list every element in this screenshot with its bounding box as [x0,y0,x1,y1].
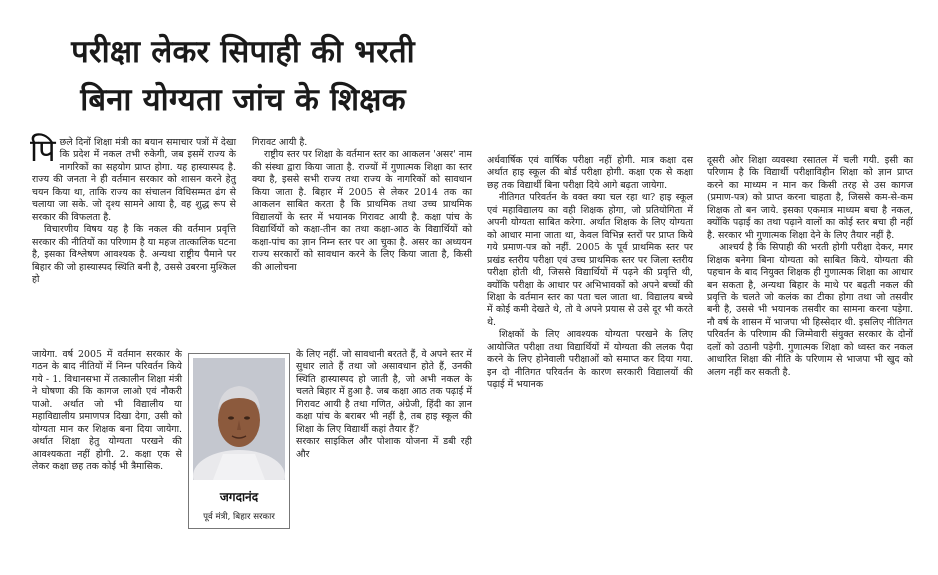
author-name: जगदानंद [219,490,259,504]
author-photo-box [188,353,290,529]
paragraph: जायेगा. वर्ष 2005 में वर्तमान सरकार के गठन के बाद नीतियों में निम्न परिवर्तन किये गये - 1. विधानसभा में तत्कालीन शिक्षा मंत्री ने घोषणा की कि कागज लाओ एवं नौकरी पाओ. अर्थात जो भी विद्यालीय या महाविद्यालीय प्रमाणपत्र दिखा देगा, उसी को योग्यता मान कर शिक्षक बना दिया जायेगा. अर्थात शिक्षा हेतु योग्यता परखने की आवश्यकता नहीं होगी. 2. कक्षा एक से लेकर कक्षा छह तक कोई भी त्रैमासिक. [32,349,182,473]
paragraph: नीतिगत परिवर्तन के वक्त क्या चल रहा था? हाइ स्कूल एवं महाविद्यालय का वही शिक्षक होगा, जो प्रतियोगिता में अपनी योग्यता साबित करेगा. अर्थात शिक्षक के लिए योग्यता को आधार माना जाता था, केवल विभिन्न स्तरों पर प्राप्त किये गये प्रमाण-पत्र को नहीं. 2005 के पूर्व प्राथमिक स्तर पर प्रखंड स्तरीय परीक्षा एवं उच्च प्राथमिक स्तर पर जिला स्तरीय परीक्षा होती थी, जिससे विद्यार्थियों में पढ़ने की प्रवृत्ति थी, क्योंकि परीक्षा के आधार पर अभिभावकों को अपने बच्चों की शिक्षा के वर्तमान स्तर का पता चल जाता था. विद्यालय बच्चे में कोई कमी देखते थे, तो वे अपने प्रयास से उसे दूर भी करते थे. [487,192,693,328]
paragraph: दूसरी ओर शिक्षा व्यवस्था रसातल में चली गयी. इसी का परिणाम है कि विद्यार्थी परीक्षाविहीन शिक्षा को ज्ञान प्राप्त करने का माध्यम न मान कर किसी तरह से उस कागज (प्रमाण-पत्र) को प्राप्त करना चाहता है, जिससे कम-से-कम शिक्षक तो बन जाये. इसका एकमात्र माध्यम बचा है नकल, क्योंकि पढ़ाई का तथा पढ़ाने वालों का कोई स्तर बचा ही नहीं है. सरकार भी गुणात्मक शिक्षा देने के लिए तैयार नहीं है. [707,155,913,241]
article-column-4 [707,155,913,379]
article-column-1-lower [32,349,182,474]
drop-cap: पि [30,133,56,169]
paragraph: शिक्षकों के लिए आवश्यक योग्यता परखने के लिए आयोजित परीक्षा तथा विद्यार्थियों में योग्यता की ललक पैदा करने के लिए होनेवाली परीक्षाओं को समाप्त कर दिया गया. इन दो नीतिगत परिवर्तन के कारण सरकारी विद्यालयों की पढ़ाई में भयानक [487,329,693,391]
headline-line-1: परीक्षा लेकर सिपाही की भरती [71,34,415,70]
author-portrait-icon [193,358,285,480]
article-column-2-lower [296,349,472,461]
article-column-2 [252,137,472,274]
author-photo [193,358,285,480]
article-column-3 [487,155,693,392]
paragraph: आश्चर्य है कि सिपाही की भरती होगी परीक्षा देकर, मगर शिक्षक बनेगा बिना योग्यता को साबित किये. योग्यता की पहचान के बाद नियुक्त शिक्षक ही गुणात्मक शिक्षा का आधार बन सकता है, अन्यथा बिहार के माथे पर बढ़ती नकल की प्रवृत्ति के चलते जो कलंक का टीका होगा तथा जो तसवीर बनी है, उससे भी भयानक तसवीर का सामना करना पड़ेगा. नौ वर्ष के शासन में भाजपा भी हिस्सेदार थी. इसलिए नीतिगत परिवर्तन के परिणाम की जिम्मेवारी संयुक्त सरकार के दोनों दलों को उठानी पड़ेगी. गुणात्मक शिक्षा को ध्वस्त कर नकल आधारित शिक्षा की नीति के परिणाम से भाजपा भी खुद को अलग नहीं कर सकती है. [707,242,913,378]
headline-line-2: बिना योग्यता जांच के शिक्षक [80,82,406,118]
paragraph: गिरावट आयी है. [252,137,308,148]
paragraph: राष्ट्रीय स्तर पर शिक्षा के वर्तमान स्तर का आकलन 'असर' नाम की संस्था द्वारा किया जाता है. राज्यों में गुणात्मक शिक्षा का स्तर क्या है, इससे सभी राज्य तथा राज्य के नागरिकों को सावधान किया जाता है. बिहार में 2005 से लेकर 2014 तक का आकलन साबित करता है कि प्राथमिक तथा उच्च प्राथमिक विद्यालयों के स्तर में भयानक गिरावट आयी है. कक्षा पांच के विद्यार्थियों को कक्षा-तीन का तथा कक्षा-आठ के विद्यार्थियों को कक्षा-पांच का ज्ञान निम्न स्तर पर आ चुका है. असर का अध्ययन राज्य सरकारों को सावधान करने के लिए किया जाता है, किसी की आलोचना [252,149,472,273]
author-role: पूर्व मंत्री, बिहार सरकार [203,512,275,522]
paragraph-intro-text: छले दिनों शिक्षा मंत्री का बयान समाचार पत्रों में देखा कि प्रदेश में नकल तभी रुकेगी, जब इसमें राज्य के नागरिकों का सहयोग प्राप्त होगा. यह हास्यास्पद है. राज्य की जनता ने ही वर्तमान सरकार को शासन करने हेतु चयन किया था, ताकि राज्य का संचालन विधिसम्मत ढंग से चलाया जा सके. जो दृश्य सामने आया है, वह शुद्ध रूप से सरकार की विफलता है. [32,137,236,223]
paragraph-intro [30,133,236,224]
headline [0,28,486,124]
paragraph: अर्धवार्षिक एवं वार्षिक परीक्षा नहीं होगी. मात्र कक्षा दस अर्थात हाइ स्कूल की बोर्ड परीक्षा होगी. कक्षा एक से कक्षा छह तक विद्यार्थी बिना परीक्षा दिये आगे बढ़ता जायेगा. [487,155,693,191]
paragraph: विचारणीय विषय यह है कि नकल की वर्तमान प्रवृत्ति सरकार की नीतियों का परिणाम है या महज तात्कालिक घटना है, इसका विश्लेषण आवश्यक है. अन्यथा राष्ट्रीय पैमाने पर बिहार की जो हास्यास्पद स्थिति बनी है, उससे उबरना मुश्किल हो [32,224,236,285]
paragraph: सरकार साइकिल और पोशाक योजना में डबी रही और [296,436,472,460]
paragraph: के लिए नहीं. जो सावधानी बरतते हैं, वे अपने स्तर में सुधार लाते हैं तथा जो असावधान होते हैं, उनकी स्थिति हास्यास्पद हो जाती है, जो अभी नकल के चलते बिहार में हुआ है. जब कक्षा आठ तक पढ़ाई में गिरावट आयी है तथा गणित, अंग्रेजी, हिंदी का ज्ञान कक्षा पांच के बराबर भी नहीं है, तब हाइ स्कूल की शिक्षा के लिए विद्यार्थी कहां तैयार हैं? [296,349,472,435]
article-column-1 [30,133,236,286]
